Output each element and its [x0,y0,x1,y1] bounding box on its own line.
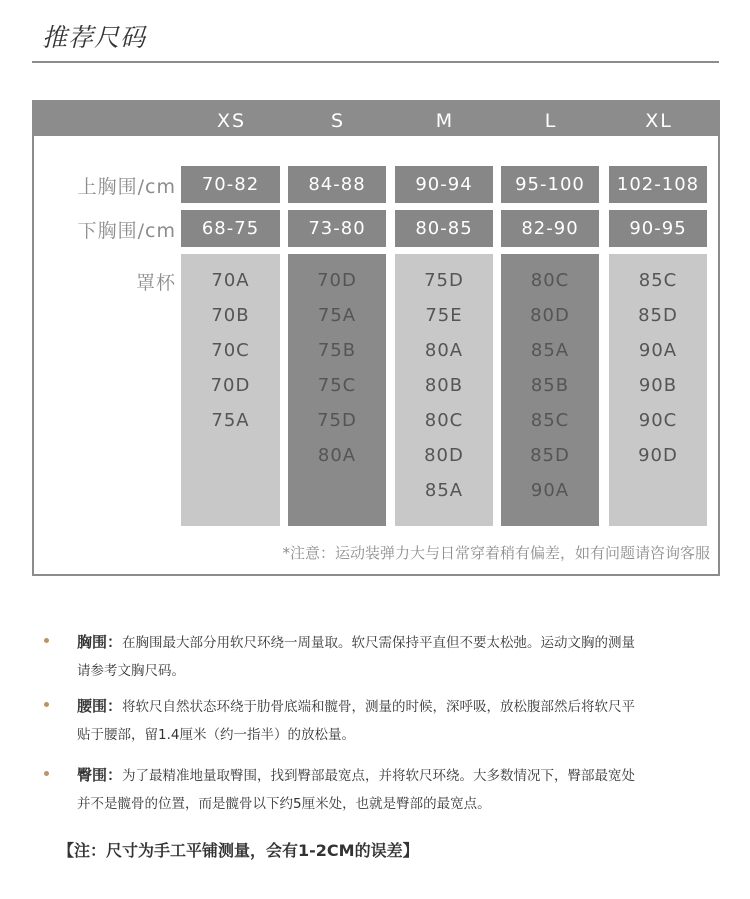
upper-bust-cell: 70-82 [181,166,280,203]
upper-bust-cell: 95-100 [501,166,599,203]
cup-value: 80D [424,445,464,466]
cup-value: 75A [211,410,250,431]
cup-value: 80A [424,340,464,361]
title-divider [32,61,719,63]
cup-value: 80B [424,375,464,396]
upper-bust-cell: 84-88 [288,166,386,203]
upper-bust-cell: 90-94 [395,166,493,203]
cup-value: 70C [211,340,250,361]
size-label-s: S [330,110,346,132]
cup-value: 80C [424,410,464,431]
cup-value: 75D [424,270,464,291]
size-label-xl: XL [645,110,673,132]
guide-text: 将软尺自然状态环绕于肋骨底端和髋骨，测量的时候，深呼吸，放松腹部然后将软尺平 [122,699,636,715]
under-bust-cell: 90-95 [609,210,707,247]
cup-value: 85A [424,480,464,501]
cup-value: 90D [638,445,678,466]
cup-value: 90A [638,340,678,361]
cup-value: 75C [317,375,357,396]
upper-bust-cell: 102-108 [609,166,707,203]
cup-value: 80D [530,305,570,326]
size-label-l: L [544,110,558,132]
chart-note: *注意：运动装弹力大与日常穿着稍有偏差，如有问题请咨询客服 [282,544,710,562]
cup-value: 85C [530,410,570,431]
cup-value: 85D [530,445,570,466]
under-bust-label: 下胸围/cm [77,220,176,242]
cup-column-s [288,254,386,526]
cup-value: 80C [530,270,570,291]
guide-text: 贴于腰部，留1.4厘米（约一指半）的放松量。 [77,727,355,743]
under-bust-cell: 68-75 [181,210,280,247]
under-bust-cell: 82-90 [501,210,599,247]
cup-value: 85C [638,270,678,291]
bullet-dot-icon [44,702,49,707]
cup-value: 90C [638,410,678,431]
cup-column-xl [609,254,707,526]
cup-value: 85B [530,375,570,396]
guide-text: 为了最精准地量取臀围，找到臀部最宽点，并将软尺环绕。大多数情况下，臀部最宽处 [122,768,636,784]
cup-column-xs [181,254,280,526]
cup-value: 70A [211,270,250,291]
cup-value: 75B [317,340,357,361]
cup-value: 90B [638,375,678,396]
guide-heading: 腰围： [77,697,123,715]
cup-value: 75D [317,410,357,431]
upper-bust-label: 上胸围/cm [77,176,176,198]
size-chart [32,100,720,576]
cup-label: 罩杯 [135,272,176,294]
cup-value: 70D [317,270,357,291]
cup-value: 85D [638,305,678,326]
cup-column-m [395,254,493,526]
cup-value: 80A [317,445,357,466]
guide-text: 并不是髋骨的位置，而是髋骨以下约5厘米处，也就是臀部的最宽点。 [77,796,491,812]
footer-note: 【注：尺寸为手工平铺测量，会有1-2CM的误差】 [58,841,419,860]
guide-text: 在胸围最大部分用软尺环绕一周量取。软尺需保持平直但不要太松弛。运动文胸的测量 [122,635,636,651]
cup-column-l [501,254,599,526]
bullet-dot-icon [44,638,49,643]
bullet-dot-icon [44,771,49,776]
under-bust-cell: 80-85 [395,210,493,247]
guide-heading: 胸围： [77,633,123,651]
cup-value: 70D [210,375,251,396]
size-label-m: M [435,110,455,132]
guide-text: 请参考文胸尺码。 [77,663,185,679]
cup-value: 90A [530,480,570,501]
cup-value: 85A [530,340,570,361]
under-bust-cell: 73-80 [288,210,386,247]
cup-value: 75E [425,305,463,326]
page-title: 推荐尺码 [42,23,147,52]
cup-value: 75A [317,305,357,326]
cup-value: 70B [211,305,250,326]
guide-heading: 臀围： [77,766,123,784]
size-label-xs: XS [216,110,247,132]
